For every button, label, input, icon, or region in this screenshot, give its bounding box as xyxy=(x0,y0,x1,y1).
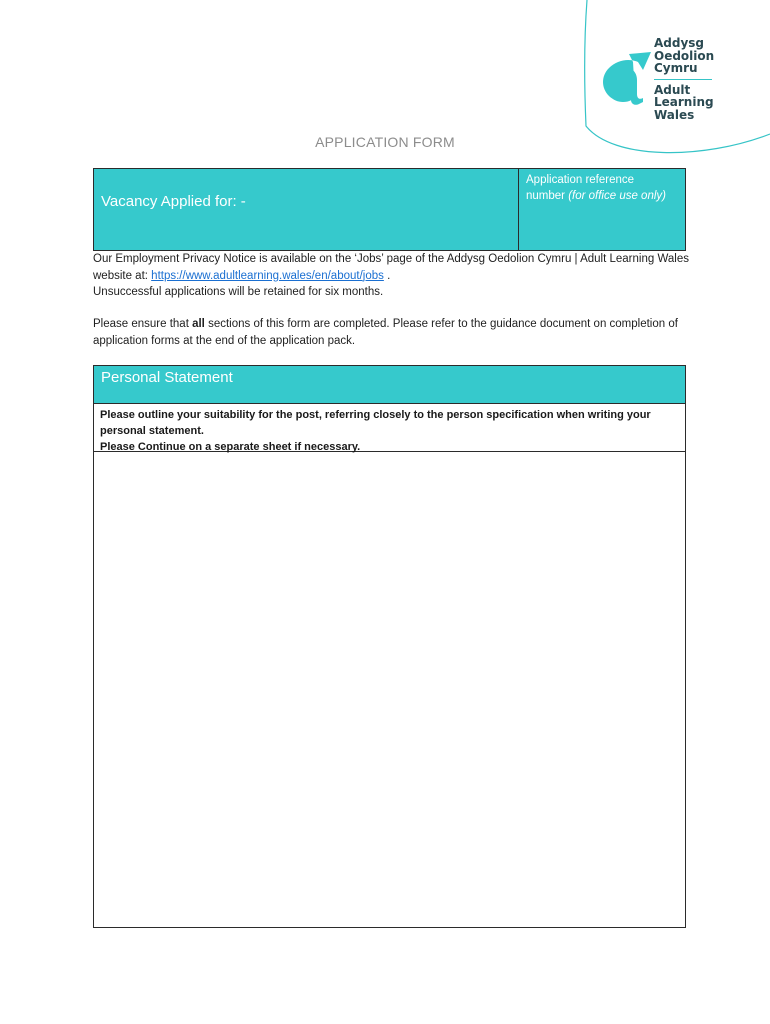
adult-learning-wales-a-logo-icon xyxy=(591,48,661,112)
logo-line-wales: Wales xyxy=(654,107,695,122)
logo-line-adult: Adult xyxy=(654,82,691,97)
logo-line-learning: Learning xyxy=(654,95,714,109)
vacancy-label: Vacancy Applied for: - xyxy=(101,193,246,210)
jobs-link[interactable]: https://www.adultlearning.wales/en/about/jobs xyxy=(151,269,384,282)
privacy-text-end: . xyxy=(383,269,391,282)
instruction-line: Please Continue on a separate sheet if necessary. xyxy=(100,441,361,453)
vacancy-cell[interactable] xyxy=(94,169,519,250)
personal-statement-section xyxy=(93,365,686,928)
logo-divider xyxy=(654,79,712,80)
personal-statement-title: Personal Statement xyxy=(101,369,233,386)
personal-statement-input-area[interactable] xyxy=(94,452,685,926)
logo-wordmark xyxy=(654,37,714,121)
reference-note: (for office use only) xyxy=(568,190,666,202)
logo-line-addysg: Addysg xyxy=(654,36,705,50)
retention-text: Unsuccessful applications will be retained for six months. xyxy=(93,286,384,298)
page-title: APPLICATION FORM xyxy=(315,134,455,150)
instructions-bold: all xyxy=(192,318,205,330)
completion-instructions xyxy=(93,316,693,349)
instructions-text-end: sections of this form are completed. Please refer to the guidance document on completion of application forms at the end of the application pack. xyxy=(93,318,678,347)
logo-line-oedolion: Oedolion xyxy=(654,48,715,63)
personal-statement-header xyxy=(94,366,685,404)
logo-line-cymru: Cymru xyxy=(654,61,698,75)
vacancy-table xyxy=(93,168,686,251)
personal-statement-instructions xyxy=(94,404,685,452)
application-reference-cell xyxy=(526,172,676,204)
reference-label: Application reference number xyxy=(526,174,635,202)
privacy-text: Our Employment Privacy Notice is available on the ‘Jobs’ page of the Addysg Oedolion Cymru | Adult Learning Wales website at: xyxy=(93,253,689,282)
instructions-text: Please ensure that xyxy=(93,318,193,330)
privacy-notice xyxy=(93,251,693,301)
instruction-line: Please outline your suitability for the post, referring closely to the person specification when writing your personal statement. xyxy=(100,409,651,437)
